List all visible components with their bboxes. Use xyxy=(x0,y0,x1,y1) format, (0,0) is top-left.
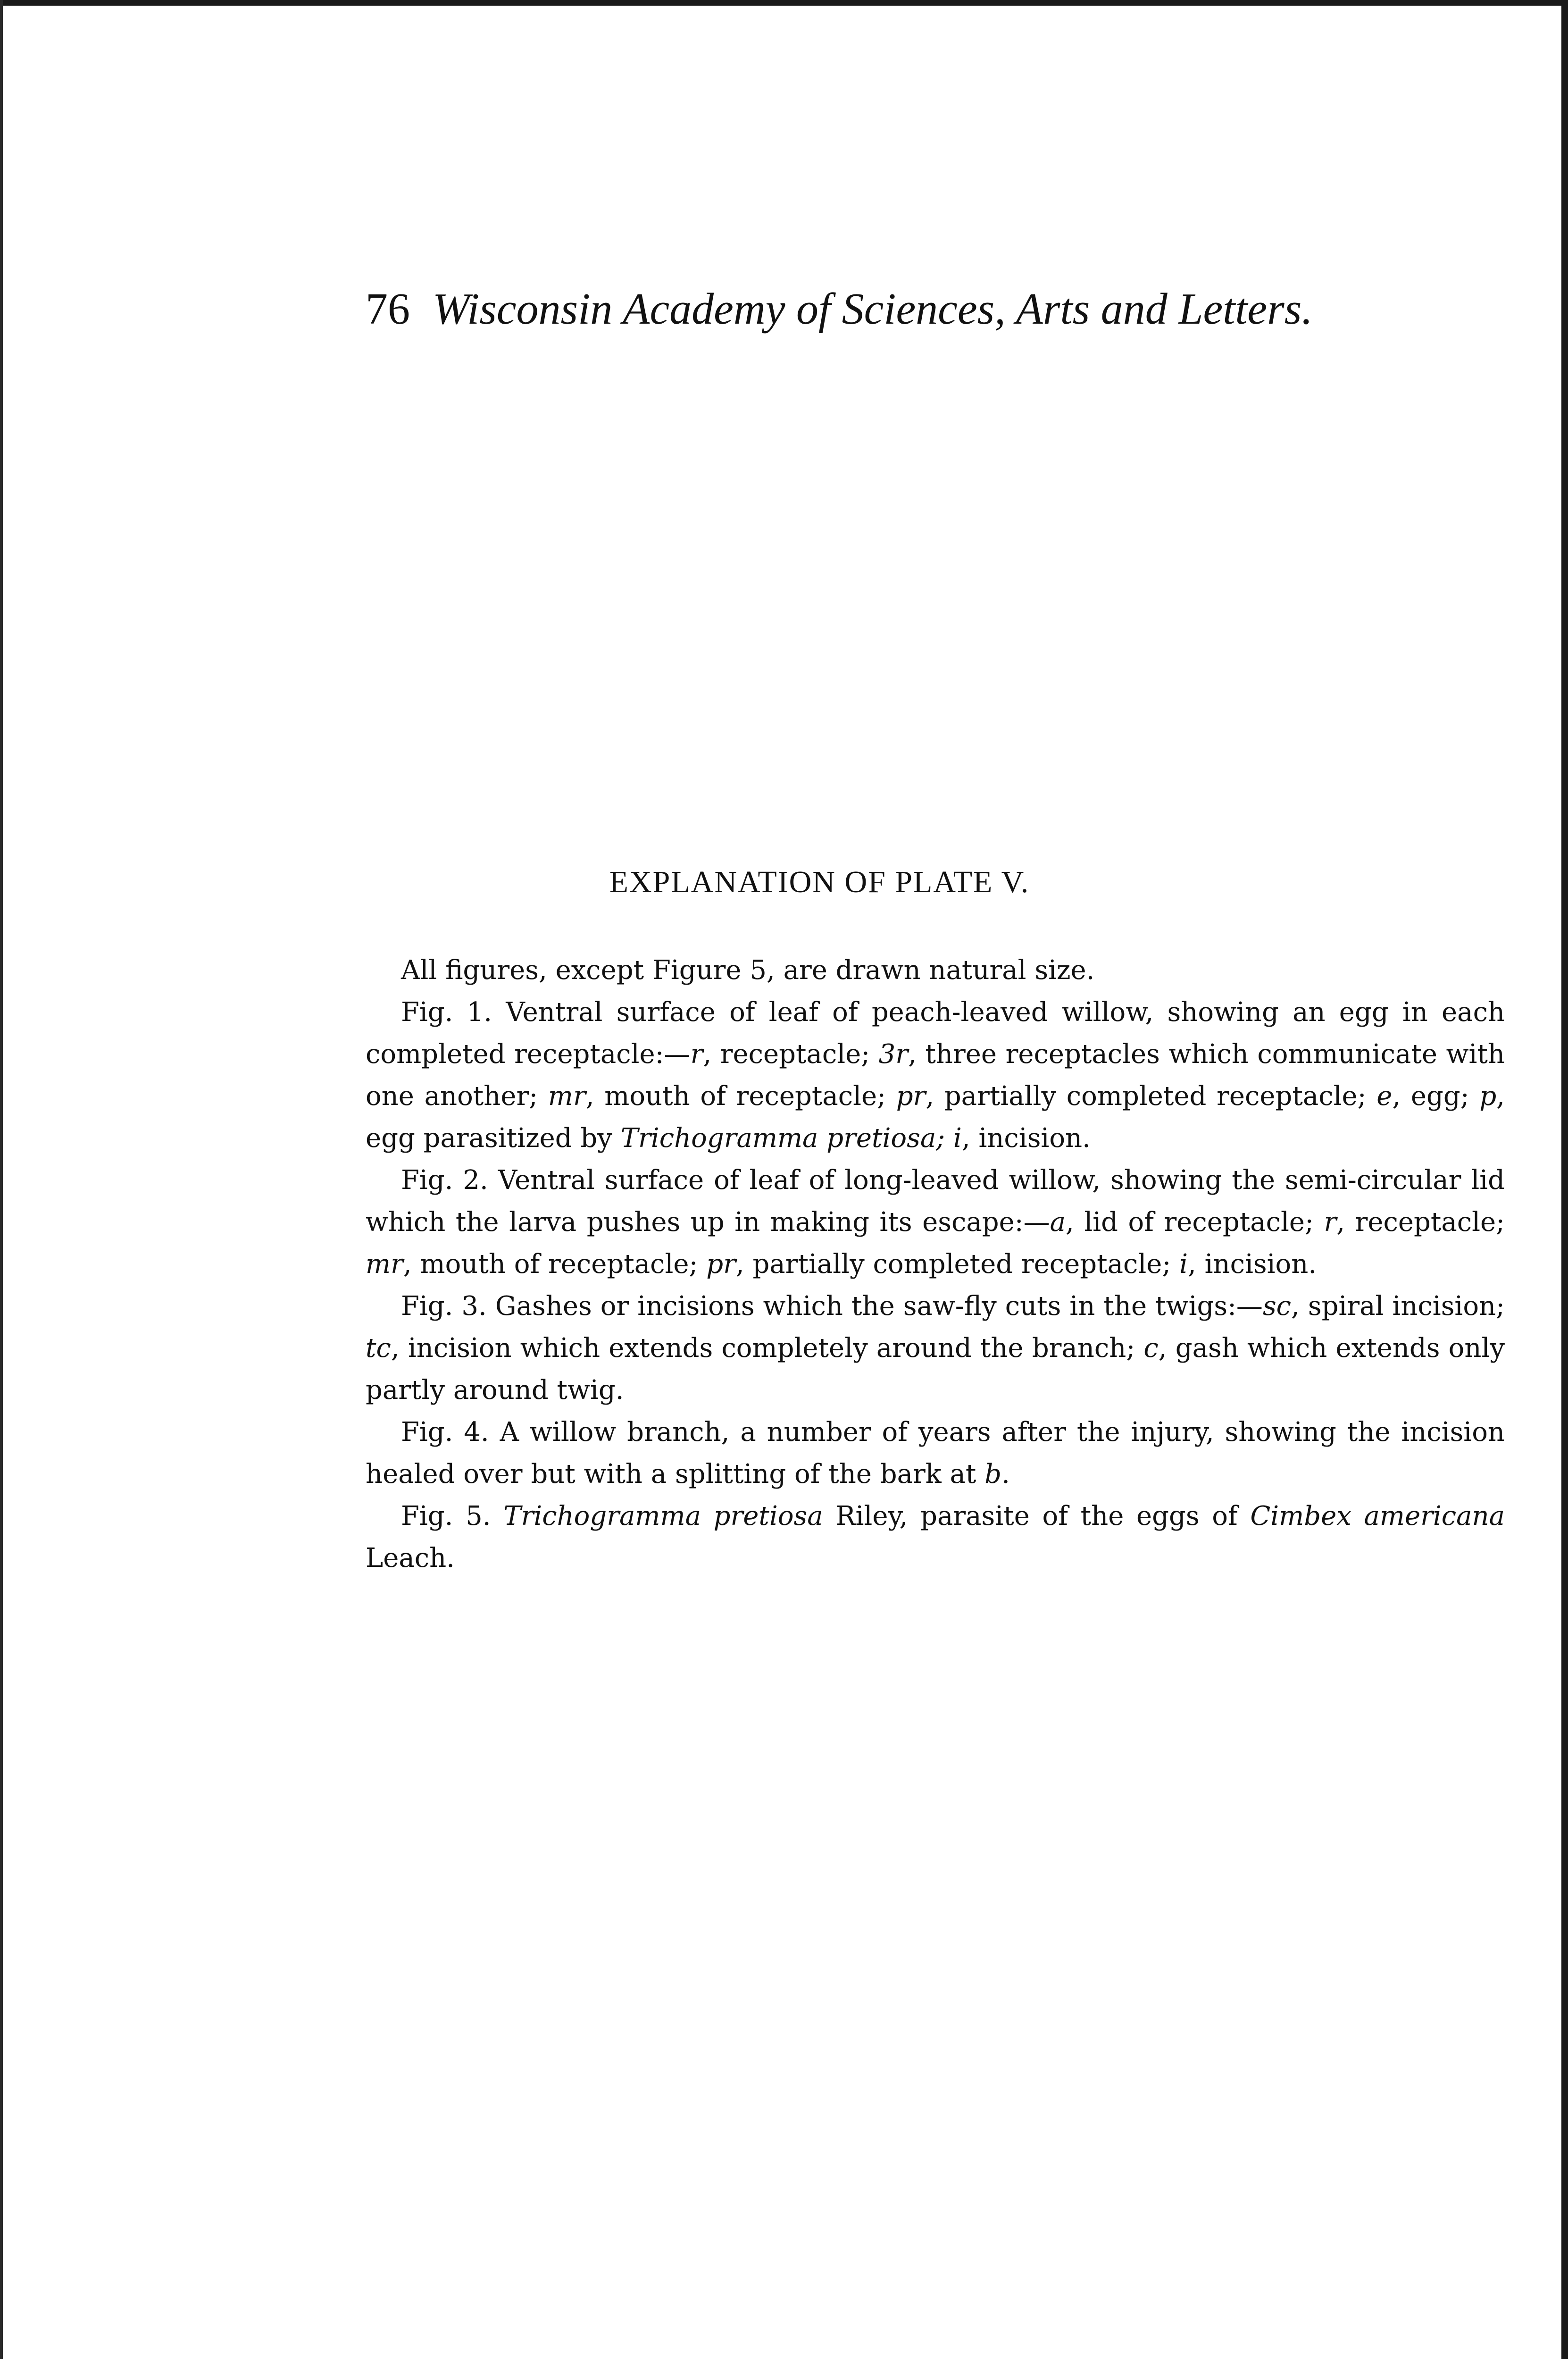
italic-term: r xyxy=(690,1039,703,1070)
scan-border-left xyxy=(0,0,3,2359)
figure-caption: Fig. 3. Gashes or incisions which the saw-fly cuts in the twigs:—sc, spiral incision; tc, incision which extends completely around the branch; c, gash which extends only partly around twig. xyxy=(366,1291,1505,1405)
italic-term: Trichogramma pretiosa; i xyxy=(620,1123,962,1154)
journal-title: Wisconsin Academy of Sciences, Arts and Letters. xyxy=(433,284,1313,334)
plate-heading xyxy=(0,861,1568,903)
figure-label: Fig. 5. xyxy=(401,1501,491,1531)
figure-caption: Fig. 1. Ventral surface of leaf of peach-leaved willow, showing an egg in each completed receptacle:—r, receptacle; 3r, three receptacles which communicate with one another; mr, mouth of receptacle; pr, partially completed receptacle; e, egg; p, egg parasitized by Trichogramma pretiosa; i, incision. xyxy=(366,997,1505,1154)
italic-term: e xyxy=(1376,1081,1393,1112)
plate-heading-text: EXPLANATION OF PLATE V. xyxy=(609,865,1030,899)
italic-term: mr xyxy=(548,1081,586,1112)
figure-caption: Fig. 2. Ventral surface of leaf of long-leaved willow, showing the semi-circular lid which the larva pushes up in making its escape:—a, lid of receptacle; r, receptacle; mr, mouth of receptacle; pr, partially completed receptacle; i, incision. xyxy=(366,1165,1505,1280)
italic-term: pr xyxy=(706,1249,736,1280)
italic-term: tc xyxy=(366,1333,391,1364)
figure-label: Fig. 3. xyxy=(401,1291,487,1322)
italic-term: c xyxy=(1143,1333,1159,1364)
italic-term: mr xyxy=(366,1249,403,1280)
figure-label: Fig. 4. xyxy=(401,1417,489,1447)
page-number: 76 xyxy=(366,284,410,334)
italic-term: a xyxy=(1050,1207,1066,1238)
running-head xyxy=(366,281,1403,337)
italic-term: 3r xyxy=(878,1039,909,1070)
plate-explanation-body xyxy=(366,949,1505,1579)
italic-term: i xyxy=(1179,1249,1188,1280)
scan-border-top xyxy=(0,0,1568,6)
figure-caption-list xyxy=(366,991,1505,1579)
figure-caption: Fig. 5. Trichogramma pretiosa Riley, parasite of the eggs of Cimbex americana Leach. xyxy=(366,1501,1505,1573)
italic-term: p xyxy=(1479,1081,1497,1112)
italic-term: Cimbex americana xyxy=(1250,1501,1505,1531)
italic-term: r xyxy=(1324,1207,1337,1238)
figure-label: Fig. 2. xyxy=(401,1165,488,1196)
italic-term: pr xyxy=(896,1081,926,1112)
intro-paragraph: All figures, except Figure 5, are drawn natural size. xyxy=(401,955,1095,986)
italic-term: Trichogramma pretiosa xyxy=(503,1501,823,1531)
scan-border-right xyxy=(1561,0,1568,2359)
italic-term: b xyxy=(984,1459,1002,1489)
italic-term: sc xyxy=(1262,1291,1292,1322)
figure-caption: Fig. 4. A willow branch, a number of years after the injury, showing the incision healed over but with a splitting of the bark at b. xyxy=(366,1417,1505,1489)
figure-label: Fig. 1. xyxy=(401,997,492,1028)
